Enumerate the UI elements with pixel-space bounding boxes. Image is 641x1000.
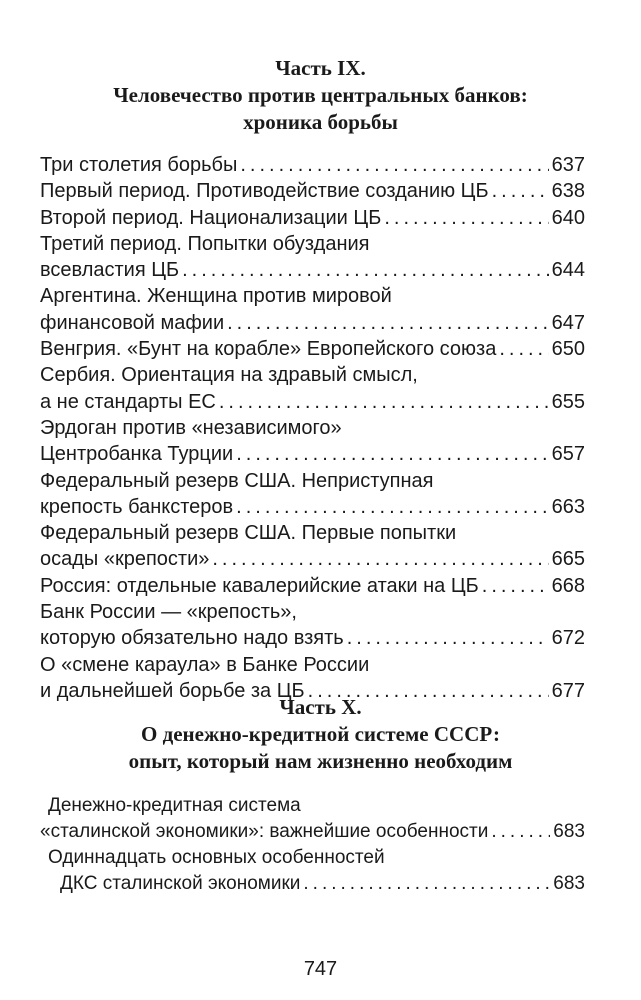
toc-entry-line1[interactable]: Третий период. Попытки обуздания	[40, 232, 370, 255]
toc-entry-line1[interactable]: О «смене караула» в Банке России	[40, 653, 370, 676]
toc-page-number: 637	[551, 154, 585, 176]
toc-entry-line1[interactable]: Сербия. Ориентация на здравый смысл,	[40, 364, 418, 387]
toc-page-number: 665	[551, 548, 585, 571]
part-heading-9	[40, 55, 601, 136]
toc-entry-line1[interactable]: Федеральный резерв США. Первые попытки	[40, 522, 457, 545]
part-heading-10	[40, 694, 601, 775]
part-title-line: Человечество против центральных банков:	[113, 83, 528, 107]
leader-dots	[236, 494, 548, 520]
toc-entry[interactable]: «сталинской экономики»: важнейшие особенности ..... 683	[40, 819, 585, 845]
toc-page-number: 683	[553, 873, 585, 894]
toc-page-number: 683	[553, 821, 585, 842]
toc-entry-line1[interactable]: Эрдоган против «независимого»	[40, 416, 342, 439]
toc-entry-line1[interactable]: Банк России — «крепость»,	[40, 601, 297, 624]
part-label: Часть X.	[279, 695, 362, 719]
leader-dots	[347, 625, 549, 651]
toc-entry[interactable]: крепость банкстеров ..... 663	[40, 494, 585, 520]
toc-entry[interactable]: Второй период. Национализации ЦБ ..... 640	[40, 205, 585, 231]
toc-page-number: 663	[551, 495, 585, 518]
toc-entry-line1[interactable]: Федеральный резерв США. Неприступная	[40, 469, 434, 492]
toc-page-number: 672	[551, 627, 585, 650]
leader-dots	[219, 389, 549, 415]
toc-page-number: 668	[551, 574, 585, 597]
toc-entry[interactable]: Венгрия. «Бунт на корабле» Европейского союза ..... 650	[40, 336, 585, 362]
part-title-line: хроника борьбы	[243, 110, 398, 134]
leader-dots	[236, 441, 548, 467]
toc-list-part-10	[40, 793, 585, 897]
toc-page-number: 650	[551, 338, 585, 361]
toc-page-number: 677	[551, 679, 585, 702]
toc-page-number: 638	[551, 180, 585, 203]
leader-dots	[227, 310, 549, 336]
page-number: 747	[303, 958, 338, 980]
leader-dots	[182, 257, 549, 283]
toc-page-number: 655	[551, 390, 585, 413]
part-title-line: О денежно-кредитной системе СССР:	[141, 722, 500, 746]
toc-entry[interactable]: ДКС сталинской экономики ..... 683	[40, 871, 585, 897]
toc-entry[interactable]: Первый период. Противодействие созданию ЦБ ..... 638	[40, 178, 585, 204]
leader-dots	[499, 336, 548, 362]
toc-entry[interactable]: осады «крепости» ..... 665	[40, 546, 585, 572]
part-title-line: опыт, который нам жизненно необходим	[128, 749, 513, 773]
leader-dots	[492, 178, 549, 204]
leader-dots	[491, 819, 550, 845]
toc-entry-line1[interactable]: Одиннадцать основных особенностей	[48, 847, 385, 868]
toc-page-number: 640	[551, 206, 585, 229]
leader-dots	[482, 573, 549, 599]
toc-entry-line1[interactable]: Аргентина. Женщина против мировой	[40, 285, 392, 308]
toc-page-number: 647	[551, 311, 585, 334]
toc-entry[interactable]: и дальнейшей борьбе за ЦБ ..... 677	[40, 678, 585, 704]
toc-entry[interactable]: которую обязательно надо взять ..... 672	[40, 625, 585, 651]
toc-entry[interactable]: Центробанка Турции ..... 657	[40, 441, 585, 467]
leader-dots	[384, 205, 548, 231]
toc-entry[interactable]: финансовой мафии ..... 647	[40, 310, 585, 336]
leader-dots	[212, 546, 548, 572]
toc-entry[interactable]: Россия: отдельные кавалерийские атаки на ЦБ ..... 668	[40, 573, 585, 599]
toc-entry[interactable]: всевластия ЦБ ..... 644	[40, 257, 585, 283]
toc-page-number: 644	[551, 259, 585, 282]
toc-entry[interactable]: Три столетия борьбы ..... 637	[40, 152, 585, 178]
leader-dots	[303, 871, 550, 897]
toc-list-part-9	[40, 152, 585, 704]
leader-dots	[240, 152, 548, 178]
toc-entry[interactable]: а не стандарты ЕС ..... 655	[40, 389, 585, 415]
part-label: Часть IX.	[275, 56, 366, 80]
toc-page-number: 657	[551, 443, 585, 466]
toc-entry-line1[interactable]: Денежно-кредитная система	[48, 795, 301, 816]
